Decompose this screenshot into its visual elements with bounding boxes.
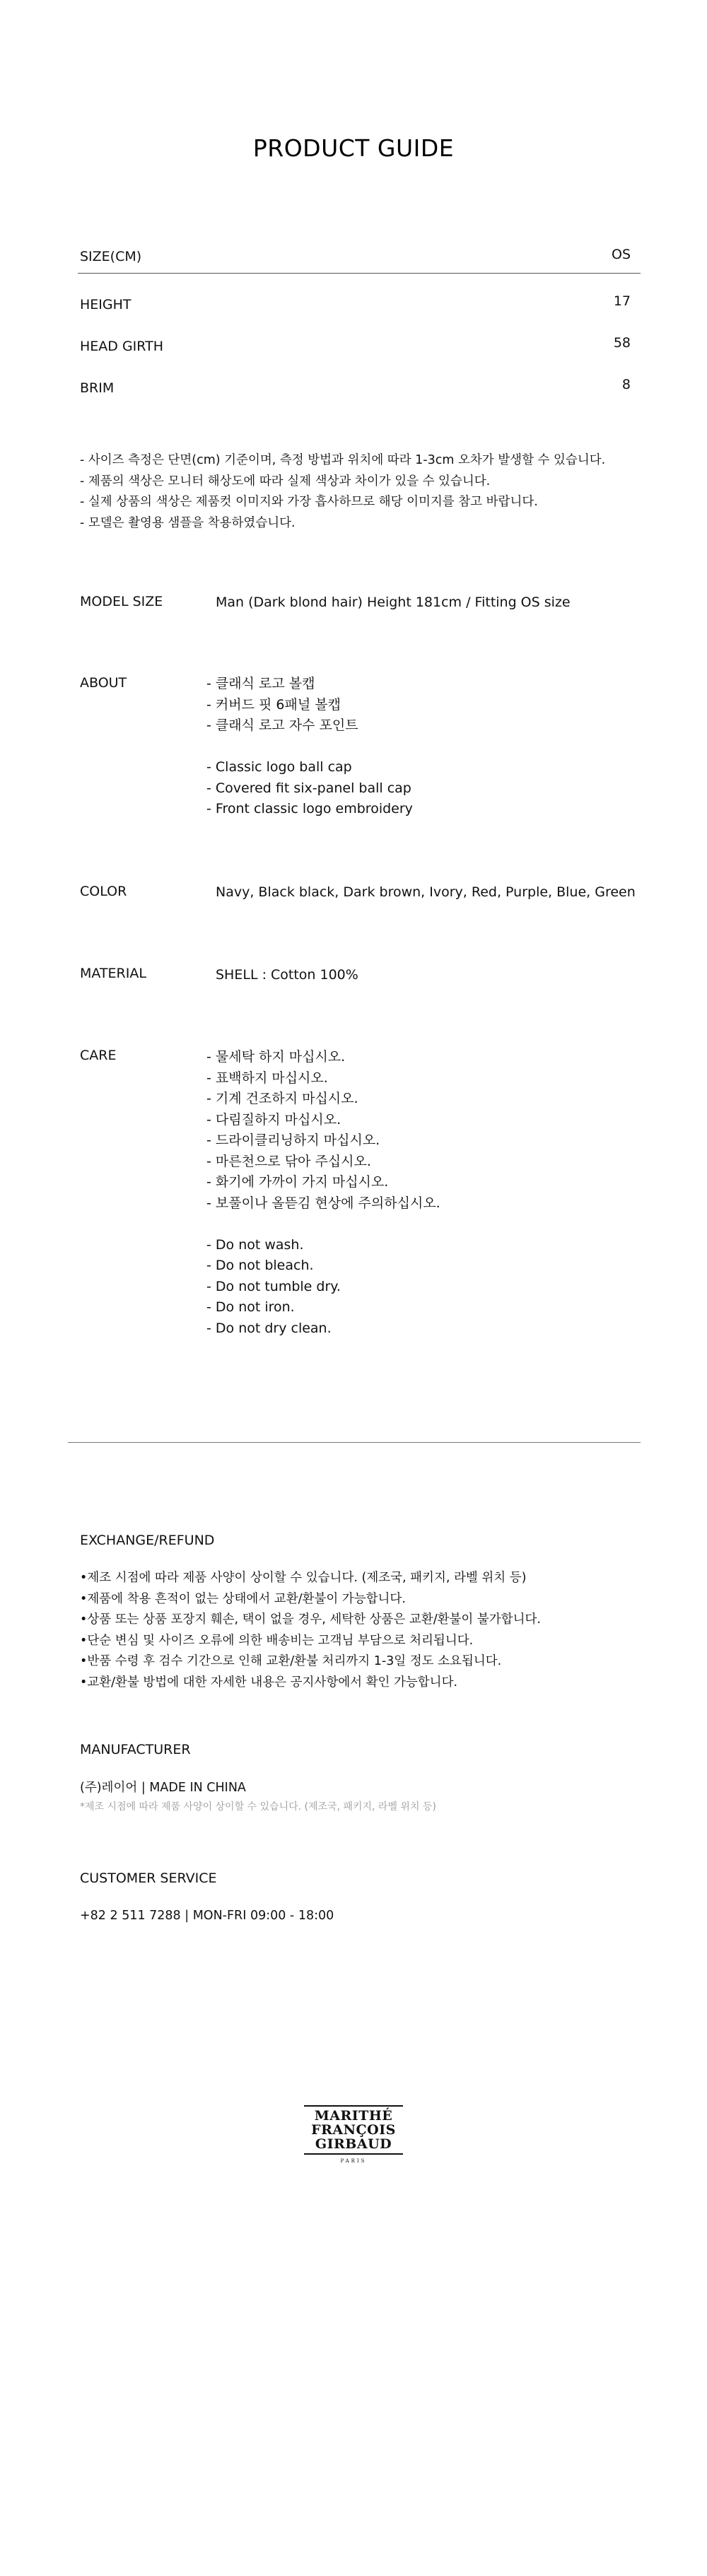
note-line: - 사이즈 측정은 단면(cm) 기준이며, 측정 방법과 위치에 따라 1-3cm 오차가 발생할 수 있습니다. (80, 453, 606, 467)
exchange-line: •단순 변심 및 사이즈 오류에 의한 배송비는 고객님 부담으로 처리됩니다. (80, 1633, 474, 1648)
care-line (206, 1214, 440, 1235)
care-line: - 마른천으로 닦아 주십시오. (206, 1153, 371, 1169)
size-row-value-height: 17 (613, 293, 631, 309)
exchange-line: •제품에 착용 흔적이 없는 상태에서 교환/환불이 가능합니다. (80, 1591, 406, 1606)
logo-bottom-bar (304, 2153, 403, 2155)
size-row-value-head-girth: 58 (613, 335, 631, 351)
care-line: - Do not wash. (206, 1236, 304, 1253)
care-line: - Do not dry clean. (206, 1320, 332, 1336)
about-line: - Front classic logo embroidery (206, 801, 413, 816)
manufacturer-value: (주)레이어 | MADE IN CHINA (80, 1781, 246, 1795)
size-header-value: OS (611, 247, 631, 262)
model-size-label: MODEL SIZE (80, 594, 163, 609)
exchange-line: •교환/환불 방법에 대한 자세한 내용은 공지사항에서 확인 가능합니다. (80, 1675, 458, 1690)
size-header-label: SIZE(CM) (80, 249, 142, 264)
model-size-value: Man (Dark blond hair) Height 181cm / Fitting OS size (216, 595, 571, 610)
about-line (206, 737, 413, 758)
logo-word-3: GIRBAUD (315, 2136, 392, 2152)
size-row-label-head-girth: HEAD GIRTH (80, 339, 163, 354)
color-value: Navy, Black black, Dark brown, Ivory, Red, Purple, Blue, Green (216, 884, 636, 900)
manufacturer-heading: MANUFACTURER (80, 1742, 191, 1757)
brand-logo (304, 2105, 403, 2164)
exchange-line: •제조 시점에 따라 제품 사양이 상이할 수 있습니다. (제조국, 패키지, 라벨 위치 등) (80, 1571, 527, 1585)
size-row-value-brim: 8 (621, 377, 631, 392)
about-label: ABOUT (80, 675, 127, 691)
about-line: - 커버드 핏 6패널 볼캡 (206, 696, 341, 713)
logo-top-bar (304, 2105, 403, 2107)
care-line: - Do not iron. (206, 1299, 295, 1315)
care-label: CARE (80, 1048, 117, 1063)
about-line: - Classic logo ball cap (206, 759, 352, 775)
customer-service-heading: CUSTOMER SERVICE (80, 1870, 217, 1886)
size-table-rule (78, 273, 641, 274)
care-line: - 드라이클리닝하지 마십시오. (206, 1132, 380, 1148)
exchange-line: •상품 또는 상품 포장지 훼손, 택이 없을 경우, 세탁한 상품은 교환/환불이 불가합니다. (80, 1612, 541, 1627)
exchange-line: •반품 수령 후 검수 기간으로 인해 교환/환불 처리까지 1-3일 정도 소요됩니다. (80, 1654, 502, 1668)
size-notes (80, 450, 605, 534)
about-line: - 클래식 로고 자수 포인트 (206, 718, 358, 733)
logo-word-1: MARITHÉ (314, 2108, 393, 2124)
manufacturer-note: *제조 시점에 따라 제품 사양이 상이할 수 있습니다. (제조국, 패키지, 라벨 위치 등) (80, 1801, 436, 1813)
material-label: MATERIAL (80, 966, 146, 981)
care-list (206, 1047, 440, 1339)
note-line: - 제품의 색상은 모니터 해상도에 따라 실제 색상과 차이가 있을 수 있습니다. (80, 474, 491, 488)
logo-word-2: FRANÇOIS (311, 2122, 396, 2138)
exchange-list (80, 1568, 541, 1693)
about-list (206, 674, 413, 820)
care-line: - 기계 건조하지 마십시오. (206, 1091, 358, 1106)
about-line: - 클래식 로고 볼캡 (206, 676, 315, 691)
care-line: - Do not tumble dry. (206, 1278, 341, 1294)
care-line: - 보풀이나 올뜯김 현상에 주의하십시오. (206, 1195, 440, 1211)
care-line: - 다림질하지 마십시오. (206, 1111, 341, 1128)
care-line: - 표백하지 마십시오. (206, 1070, 328, 1086)
size-row-label-height: HEIGHT (80, 297, 132, 312)
section-divider (68, 1442, 641, 1443)
size-row-label-brim: BRIM (80, 380, 115, 396)
care-line: - Do not bleach. (206, 1258, 314, 1273)
page-title: PRODUCT GUIDE (252, 134, 455, 162)
care-line: - 물세탁 하지 마십시오. (206, 1049, 346, 1065)
about-line: - Covered fit six-panel ball cap (206, 780, 411, 796)
color-label: COLOR (80, 884, 127, 899)
logo-paris: PARIS (340, 2158, 367, 2164)
customer-service-value: +82 2 511 7288 | MON-FRI 09:00 - 18:00 (80, 1909, 334, 1923)
note-line: - 모델은 촬영용 샘플을 착용하였습니다. (80, 515, 296, 530)
care-line: - 화기에 가까이 가지 마십시오. (206, 1174, 389, 1190)
note-line: - 실제 상품의 색상은 제품컷 이미지와 가장 흡사하므로 해당 이미지를 참고 바랍니다. (80, 495, 538, 509)
exchange-heading: EXCHANGE/REFUND (80, 1533, 215, 1548)
material-value: SHELL : Cotton 100% (216, 967, 358, 983)
